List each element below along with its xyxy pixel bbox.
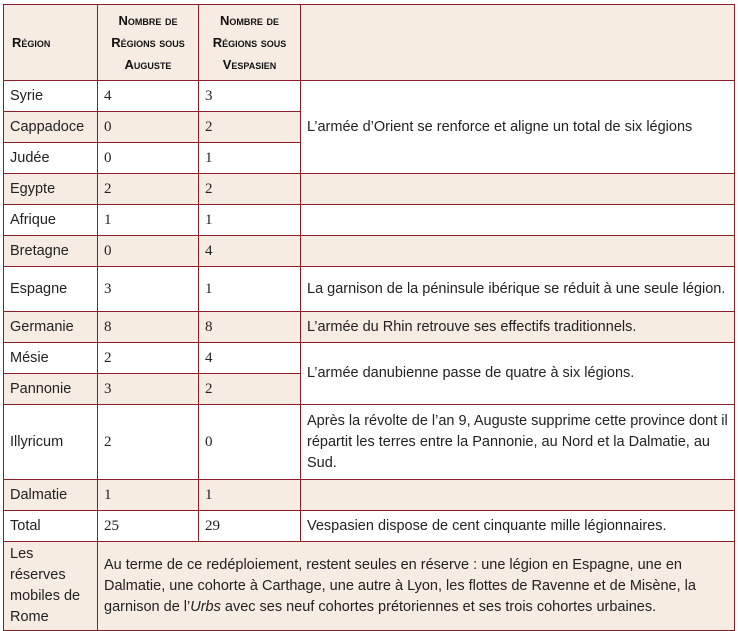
region-cell: Syrie	[4, 81, 98, 112]
total-row	[4, 511, 735, 542]
vespasien-cell: 2	[199, 174, 301, 205]
note-empty	[301, 480, 735, 511]
note-danube: L’armée danubienne passe de quatre à six légions.	[301, 343, 735, 405]
vespasien-cell: 2	[199, 374, 301, 405]
note-total: Vespasien dispose de cent cinquante mille légionnaires.	[301, 511, 735, 542]
table-row	[4, 236, 735, 267]
note-empty	[301, 205, 735, 236]
header-blank	[301, 5, 735, 81]
region-cell: Germanie	[4, 312, 98, 343]
header-auguste: Nombre de Régions sous Auguste	[98, 5, 199, 81]
region-cell: Espagne	[4, 267, 98, 312]
table-row	[4, 205, 735, 236]
note-espagne: La garnison de la péninsule ibérique se réduit à une seule légion.	[301, 267, 735, 312]
auguste-cell: 2	[98, 343, 199, 374]
reserves-label: Les réserves mobiles de Rome	[4, 542, 98, 631]
auguste-cell: 0	[98, 112, 199, 143]
auguste-cell: 4	[98, 81, 199, 112]
auguste-cell: 3	[98, 374, 199, 405]
region-cell: Illyricum	[4, 405, 98, 480]
vespasien-cell: 8	[199, 312, 301, 343]
note-empty	[301, 174, 735, 205]
table-row	[4, 480, 735, 511]
total-auguste: 25	[98, 511, 199, 542]
reserves-text-after: avec ses neuf cohortes prétoriennes et ses trois cohortes urbaines.	[220, 598, 657, 615]
auguste-cell: 2	[98, 174, 199, 205]
auguste-cell: 8	[98, 312, 199, 343]
table-row	[4, 312, 735, 343]
auguste-cell: 3	[98, 267, 199, 312]
note-germanie: L’armée du Rhin retrouve ses effectifs traditionnels.	[301, 312, 735, 343]
region-cell: Pannonie	[4, 374, 98, 405]
auguste-cell: 2	[98, 405, 199, 480]
header-region: Région	[4, 5, 98, 81]
table-row	[4, 343, 735, 374]
total-label: Total	[4, 511, 98, 542]
region-cell: Judée	[4, 143, 98, 174]
vespasien-cell: 2	[199, 112, 301, 143]
note-orient: L’armée d’Orient se renforce et aligne un total de six légions	[301, 81, 735, 174]
note-illyricum: Après la révolte de l’an 9, Auguste supprime cette province dont il répartit les terres entre la Pannonie, au Nord et la Dalmatie, au Sud.	[301, 405, 735, 480]
auguste-cell: 0	[98, 143, 199, 174]
reserves-urbs: Urbs	[190, 598, 221, 615]
region-cell: Dalmatie	[4, 480, 98, 511]
vespasien-cell: 4	[199, 236, 301, 267]
header-vespasien: Nombre de Régions sous Vespasien	[199, 5, 301, 81]
vespasien-cell: 4	[199, 343, 301, 374]
region-cell: Bretagne	[4, 236, 98, 267]
table-row	[4, 174, 735, 205]
reserves-text-before: Au terme de ce redéploiement, restent seules en réserve : une légion en Espagne, une en Dalmatie, une cohorte à Carthage, une autre à Lyon, les flottes de Ravenne et de Misène, la garnison de l’	[104, 556, 696, 615]
vespasien-cell: 3	[199, 81, 301, 112]
vespasien-cell: 1	[199, 205, 301, 236]
reserves-text	[98, 542, 735, 631]
auguste-cell: 0	[98, 236, 199, 267]
total-vespasien: 29	[199, 511, 301, 542]
vespasien-cell: 1	[199, 267, 301, 312]
table-row	[4, 267, 735, 312]
table-row	[4, 81, 735, 112]
auguste-cell: 1	[98, 205, 199, 236]
vespasien-cell: 0	[199, 405, 301, 480]
region-cell: Mésie	[4, 343, 98, 374]
auguste-cell: 1	[98, 480, 199, 511]
note-empty	[301, 236, 735, 267]
vespasien-cell: 1	[199, 480, 301, 511]
table-row	[4, 405, 735, 480]
region-cell: Afrique	[4, 205, 98, 236]
legions-table	[3, 4, 735, 631]
region-cell: Egypte	[4, 174, 98, 205]
vespasien-cell: 1	[199, 143, 301, 174]
header-row	[4, 5, 735, 81]
region-cell: Cappadoce	[4, 112, 98, 143]
reserves-row	[4, 542, 735, 631]
